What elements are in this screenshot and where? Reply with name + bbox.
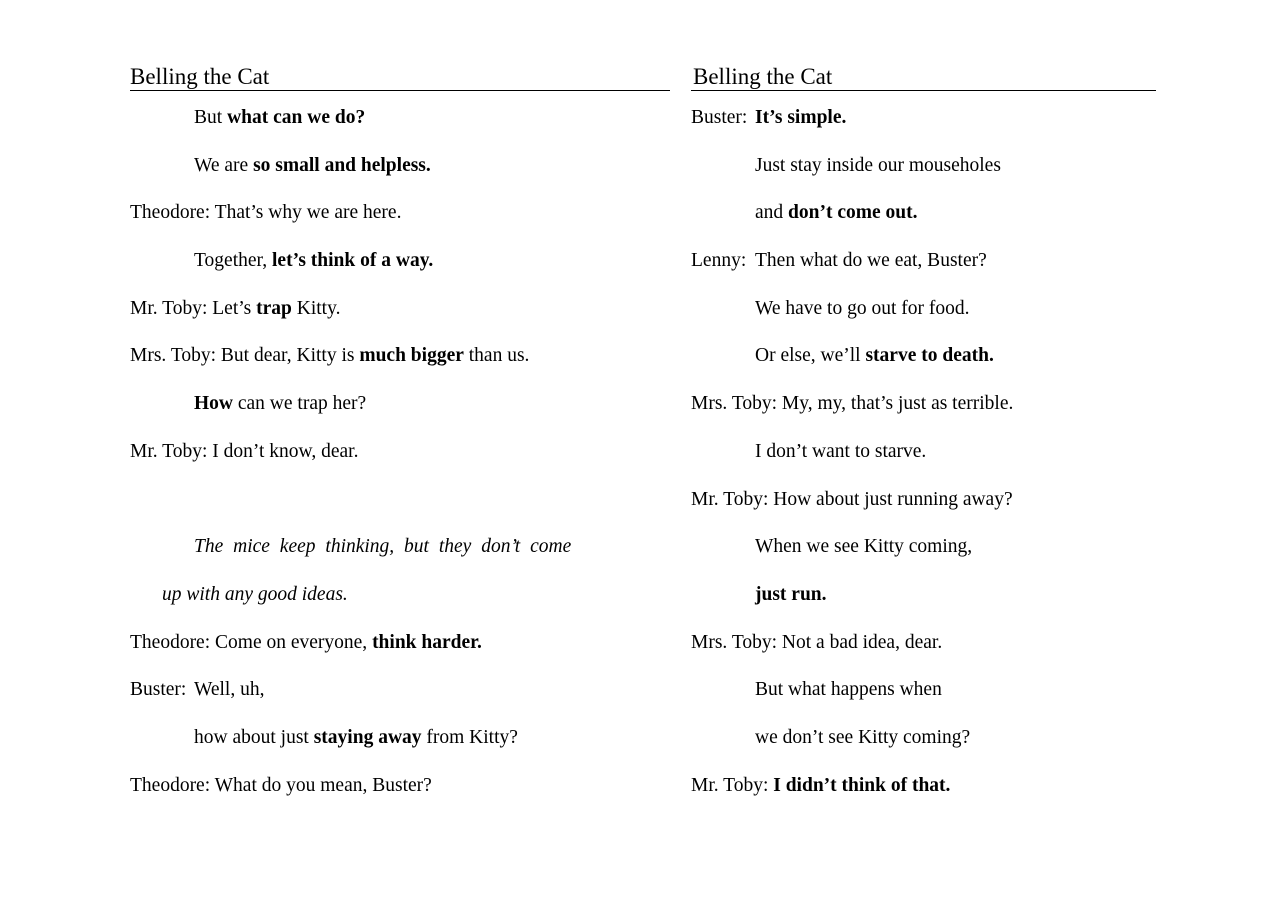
script-line bbox=[130, 142, 650, 190]
dialogue-text bbox=[755, 298, 970, 319]
dialogue-text bbox=[782, 393, 1013, 414]
speaker-name: Lenny: bbox=[691, 250, 747, 272]
text-run: Well, uh, bbox=[194, 679, 265, 701]
text-run: Just stay inside our mouseholes bbox=[755, 154, 1001, 176]
script-line bbox=[130, 285, 650, 333]
bold-text: I didn’t think of that. bbox=[773, 774, 951, 796]
text-run: can we trap her? bbox=[233, 393, 367, 415]
text-run: than us. bbox=[463, 345, 530, 367]
right-page bbox=[691, 64, 1156, 809]
text-run: Kitty. bbox=[291, 297, 341, 319]
dialogue-text bbox=[755, 441, 926, 462]
script-line bbox=[130, 332, 650, 380]
script-line bbox=[130, 189, 650, 237]
dialogue-text bbox=[215, 775, 432, 796]
speaker-name: Mrs. Toby: bbox=[130, 345, 221, 367]
text-run: We have to go out for food. bbox=[755, 297, 970, 319]
script-line bbox=[691, 189, 1156, 237]
script-line bbox=[691, 428, 1156, 476]
text-run: The mice keep thinking, but they don’t come bbox=[194, 536, 572, 558]
speaker-name: Theodore: bbox=[130, 774, 215, 796]
text-run: I don’t want to starve. bbox=[755, 440, 927, 462]
dialogue-text bbox=[755, 202, 917, 223]
text-run: Let’s bbox=[212, 297, 257, 319]
text-run: Or else, we’ll bbox=[755, 345, 866, 367]
bold-text: staying away bbox=[313, 726, 422, 748]
bold-text: let’s think of a way. bbox=[272, 250, 434, 272]
bold-text: don’t come out. bbox=[788, 202, 918, 224]
speaker-name: Mr. Toby: bbox=[130, 440, 213, 462]
dialogue-text bbox=[212, 441, 358, 462]
dialogue-text bbox=[215, 632, 482, 653]
script-line bbox=[130, 666, 650, 714]
speaker-name: Mr. Toby: bbox=[691, 774, 774, 796]
script-line bbox=[130, 380, 650, 428]
script-line bbox=[691, 94, 1156, 142]
speaker-name: Buster: bbox=[691, 107, 748, 128]
script-lines bbox=[130, 94, 650, 809]
dialogue-text bbox=[755, 536, 972, 557]
dialogue-text bbox=[194, 679, 264, 700]
bold-text: so small and helpless. bbox=[253, 154, 431, 176]
script-line bbox=[691, 762, 1156, 810]
script-line bbox=[691, 714, 1156, 762]
text-run: What do you mean, Buster? bbox=[214, 774, 432, 796]
speaker-name: Mrs. Toby: bbox=[691, 631, 782, 653]
text-run: But bbox=[194, 107, 228, 128]
bold-text: starve to death. bbox=[865, 345, 994, 367]
speaker-name: Mr. Toby: bbox=[691, 488, 774, 510]
bold-text: much bigger bbox=[359, 345, 464, 367]
script-line bbox=[130, 714, 650, 762]
script-lines bbox=[691, 94, 1156, 809]
dialogue-text bbox=[194, 536, 571, 557]
text-run: how about just bbox=[194, 726, 314, 748]
bold-text: It’s simple. bbox=[755, 107, 847, 128]
dialogue-text bbox=[194, 250, 433, 271]
script-line bbox=[691, 476, 1156, 524]
script-line bbox=[130, 428, 650, 476]
dialogue-text bbox=[221, 345, 530, 366]
text-run: Not a bad idea, dear. bbox=[781, 631, 943, 653]
bold-text: How bbox=[194, 393, 233, 415]
script-line bbox=[130, 476, 650, 524]
script-line bbox=[691, 523, 1156, 571]
text-run: But what happens when bbox=[755, 679, 942, 701]
text-run: and bbox=[755, 202, 789, 224]
text-run: from Kitty? bbox=[421, 726, 518, 748]
speaker-name: Mr. Toby: bbox=[130, 297, 213, 319]
script-line bbox=[691, 237, 1156, 285]
script-line bbox=[130, 571, 650, 619]
text-run: Together, bbox=[194, 250, 272, 272]
script-line bbox=[691, 380, 1156, 428]
text-run: How about just running away? bbox=[773, 488, 1013, 510]
text-run: When we see Kitty coming, bbox=[755, 536, 973, 558]
text-run: I don’t know, dear. bbox=[212, 440, 359, 462]
dialogue-text bbox=[212, 298, 340, 319]
speaker-name: Mrs. Toby: bbox=[691, 393, 782, 415]
dialogue-text bbox=[773, 489, 1012, 510]
dialogue-text bbox=[755, 250, 987, 271]
text-run: My, my, that’s just as terrible. bbox=[781, 393, 1014, 415]
speaker-name: Theodore: bbox=[130, 631, 216, 653]
text-run: That’s why we are here. bbox=[214, 202, 402, 224]
script-line bbox=[130, 237, 650, 285]
dialogue-text bbox=[755, 679, 942, 700]
dialogue-text bbox=[755, 345, 994, 366]
dialogue-text bbox=[162, 584, 348, 605]
dialogue-text bbox=[782, 632, 942, 653]
text-run: we don’t see Kitty coming? bbox=[755, 726, 971, 748]
bold-text: trap bbox=[256, 297, 292, 319]
script-line bbox=[691, 619, 1156, 667]
script-line bbox=[691, 142, 1156, 190]
script-line bbox=[691, 285, 1156, 333]
text-run: up with any good ideas. bbox=[162, 583, 348, 605]
dialogue-text bbox=[773, 775, 950, 796]
bold-text: what can we do? bbox=[227, 107, 366, 128]
left-page bbox=[130, 64, 650, 809]
script-line bbox=[691, 571, 1156, 619]
script-line bbox=[691, 332, 1156, 380]
dialogue-text bbox=[194, 155, 431, 176]
text-run: Come on everyone, bbox=[215, 631, 373, 653]
dialogue-text bbox=[755, 584, 827, 605]
text-run: We are bbox=[194, 154, 254, 176]
speaker-name: Theodore: bbox=[130, 202, 215, 224]
text-run: Then what do we eat, Buster? bbox=[755, 250, 987, 272]
text-run: But dear, Kitty is bbox=[220, 345, 360, 367]
dialogue-text bbox=[194, 107, 365, 128]
bold-text: just run. bbox=[755, 583, 827, 605]
dialogue-text bbox=[755, 107, 846, 128]
script-line bbox=[130, 619, 650, 667]
dialogue-text bbox=[755, 727, 970, 748]
script-line bbox=[691, 666, 1156, 714]
script-line bbox=[130, 94, 650, 142]
dialogue-text bbox=[194, 727, 518, 748]
script-line bbox=[130, 762, 650, 810]
bold-text: think harder. bbox=[372, 631, 482, 653]
speaker-name: Buster: bbox=[130, 679, 187, 701]
dialogue-text bbox=[194, 393, 366, 414]
dialogue-text bbox=[215, 202, 402, 223]
dialogue-text bbox=[755, 155, 1001, 176]
script-line bbox=[130, 523, 650, 571]
page-header-title: Belling the Cat bbox=[691, 64, 1156, 91]
page-header-title: Belling the Cat bbox=[130, 64, 670, 91]
